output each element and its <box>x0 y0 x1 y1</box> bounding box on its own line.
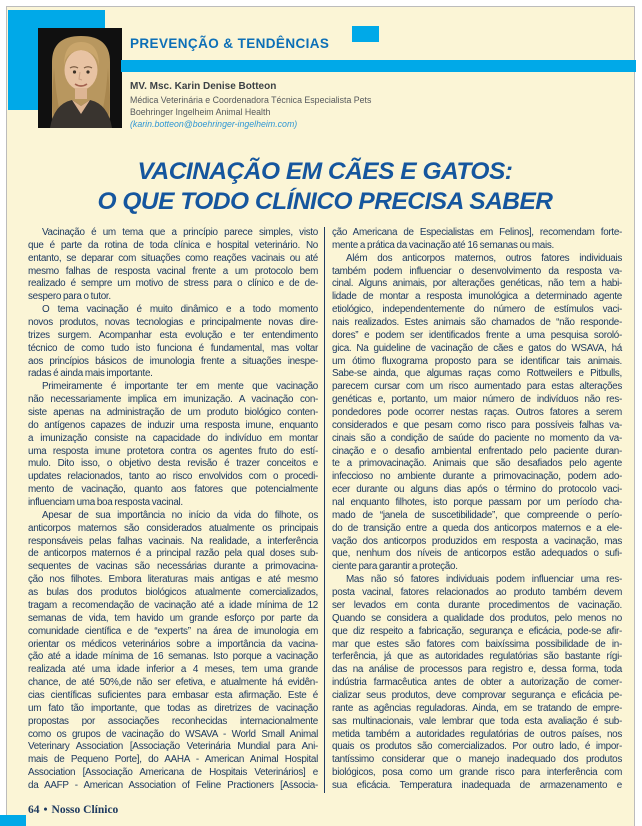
text-line: mento de vacinação, quanto aos fatores que potencialmente <box>28 484 318 496</box>
text-line: parecem cursar com um risco aumentado para estas alterações <box>332 381 622 393</box>
text-line: entanto, se deparar com situações como reações vacinais ou até <box>28 252 318 264</box>
section-title: PREVENÇÃO & TENDÊNCIAS <box>130 36 330 51</box>
text-line: rante as agências reguladoras. Ainda, em se tratando de empre- <box>332 702 622 714</box>
text-line: um fato tão importante, que todas as diretrizes de vacinação <box>28 702 318 714</box>
text-line: que diz respeito a fabricação, segurança e eficácia, pode-se afir- <box>332 625 622 637</box>
text-line: anticorpos maternos são considerados atualmente os principais <box>28 522 318 534</box>
text-line: também podem influenciar o desenvolvimento da resposta va- <box>332 265 622 277</box>
text-line: nais realizados. Estes animais são chamados de “não responde- <box>332 317 622 329</box>
text-line: Sabe-se ainda, que algumas raças como Rottweilers e Pitbulls, <box>332 368 622 380</box>
text-line: orientar os médicos veterinários sobre a importância da vacina- <box>28 638 318 650</box>
text-line: ciente para garantir a proteção. <box>332 561 458 573</box>
text-line: vação dos anticorpos produzidos em resposta a vacinação, mas <box>332 535 622 547</box>
text-line: técnico de como tudo isto funciona é fundamental, mas voltar <box>28 342 318 354</box>
author-photo <box>38 28 122 128</box>
text-line: Veterinary Association [Associação Veterinária Mundial para Ani- <box>28 741 318 753</box>
page-footer <box>28 804 118 816</box>
text-line: Apesar de sua importância no início da vida do filhote, os <box>42 509 318 521</box>
text-line: sas multinacionais, vale lembrar que toda esta avaliação é sub- <box>332 715 622 727</box>
text-line: updates relacionados, tanto ao risco envolvidos com o procedi- <box>28 471 318 483</box>
text-line: Association [Associação Americana de Hospitais Veterinários] e <box>28 767 318 779</box>
magazine-title: Nosso Clínico <box>51 804 119 816</box>
text-line: mar que estes são fatores com baixíssima possibilidade de in- <box>332 638 622 650</box>
text-line: dores” e podem ser identificados frente a uma pesquisa soroló- <box>332 329 622 341</box>
text-line: influenciam uma boa resposta vacinal. <box>28 497 183 509</box>
text-line: realizado é sempre um motivo de stress para o clínico e de de- <box>28 278 318 290</box>
text-line: uma resposta imune protetora contra os agentes fruto do estí- <box>28 445 318 457</box>
text-line: aos princípios básicos de imunologia frente a situações inespe- <box>28 355 318 367</box>
text-line: considerados e que pesam como risco para possíveis falhas va- <box>332 419 622 431</box>
text-line: gica. Na guideline de vacinação de cães e gatos do WSAVA, há <box>332 342 622 354</box>
text-line: mado de “janela de suscetibilidade”, que compreende o perío- <box>332 509 622 521</box>
text-line: nal enquanto filhotes, isto porque passam por um período cha- <box>332 497 622 509</box>
text-line: como os grupos de vacinação do WSAVA - World Small Animal <box>28 728 318 740</box>
text-line: siste apenas na administração de um produto biológico conten- <box>28 407 318 419</box>
text-line: mesmo falhas de resposta vacinal frente a um protocolo bem <box>28 265 318 277</box>
text-line: cinal. Alguns animais, por alterações genéticas, não tem a habi- <box>332 278 622 290</box>
paragraph <box>332 574 622 793</box>
article-title-line1: VACINAÇÃO EM CÃES E GATOS: <box>137 158 513 185</box>
article-column-right <box>324 227 622 793</box>
text-line: infeccioso no ambiente durante a primovacinação, podem ado- <box>332 471 622 483</box>
text-line: do antígenos capazes de induzir uma resposta imune, enquanto <box>28 419 318 431</box>
text-line: tragam a recomendação de vacinação até a idade mínima de 12 <box>28 599 318 611</box>
paragraph <box>28 304 318 381</box>
text-line: terferência, já que as autoridades regulatórias são bastante rígi- <box>332 651 622 663</box>
text-line: um ótimo fluxograma proposto para se identificar tais animais. <box>332 355 622 367</box>
text-line: cinais são a condição de saúde do paciente no momento da va- <box>332 432 622 444</box>
text-line: Quando se considera a qualidade dos produtos, pelo menos no <box>332 612 622 624</box>
text-line: Mas não só fatores individuais podem influenciar uma res- <box>346 574 622 586</box>
text-line: que, nenhum dos níveis de anticorpos estão adequados o sufi- <box>332 548 622 560</box>
text-line: pondedores pode ocorrer nestas raças. Outros fatores a serem <box>332 407 622 419</box>
article-title <box>28 157 622 216</box>
decorative-cyan-mark <box>352 26 379 42</box>
text-line: mente a prática da vacinação até 16 semanas ou mais. <box>332 239 554 251</box>
footer-separator: • <box>43 804 48 816</box>
author-block <box>130 82 371 129</box>
text-line: cializar seus produtos, deve comprovar segurança e eficácia pe- <box>332 689 622 701</box>
text-line: ser levados em conta durante procedimentos de vacinação. <box>332 599 622 611</box>
text-line: ecer durante ou alguns dias após o término do protocolo vaci- <box>332 484 622 496</box>
text-line: posta vacinal, fatores relacionados ao produto também devem <box>332 587 622 599</box>
text-line: cias científicas suficientes para embasar esta afirmação. Este é <box>28 689 318 701</box>
text-line: semanas de vida, tem havido um grande esforço por parte da <box>28 612 318 624</box>
text-line: trizes surgem. Acompanhar esta evolução e ter entendimento <box>28 329 318 341</box>
text-line: Vacinação é um tema que a princípio parece simples, visto <box>42 227 318 238</box>
text-line: mulo. Dito isso, o objetivo desta revisão é trazer conceitos e <box>28 458 318 470</box>
text-line: não necessariamente implica em imunização. A vacinação con- <box>28 394 318 406</box>
text-line: que é parte da rotina de toda clínica e hospital veterinário. No <box>28 239 318 251</box>
article-column-left <box>28 227 318 793</box>
paragraph <box>28 381 318 510</box>
author-role: Médica Veterinária e Coordenadora Técnica Especialista Pets <box>130 94 372 105</box>
author-portrait-illustration <box>38 28 122 128</box>
text-line: realizada até uma idade inferior a 4 meses, tem uma grande <box>28 664 318 676</box>
accent-square-bottom-left <box>0 815 26 826</box>
author-name: MV. Msc. Karin Denise Botteon <box>130 81 277 92</box>
text-line: das na análise de processos para registro e, dessa forma, toda <box>332 664 622 676</box>
text-line: biológicos, posa como um grande risco para interferência com <box>332 767 622 779</box>
text-line: novos produtos, novas tecnologias e principalmente novas dire- <box>28 317 318 329</box>
text-line: Além dos anticorpos maternos, outros fatores individuais <box>346 252 622 264</box>
text-line: sua eficácia. Temperatura inadequada de armazenamento e <box>332 779 622 791</box>
paragraph <box>332 227 622 253</box>
page-number: 64 <box>28 804 40 816</box>
text-line: do de transição entre a queda dos anticorpos maternos e a ele- <box>332 522 622 534</box>
author-email: (karin.botteon@boehringer-ingelheim.com) <box>130 118 298 129</box>
text-line: a imunização consiste na capacidade do indivíduo em montar <box>28 432 318 444</box>
paragraph <box>332 253 622 574</box>
text-line: radas é ainda mais importante. <box>28 368 153 380</box>
header-accent-bar <box>121 60 636 72</box>
text-line: ção Americana de Especialistas em Felinos], recomendam forte- <box>332 227 622 238</box>
text-line: quais os produtos são comercializados. Por outro lado, é impor- <box>332 741 622 753</box>
text-line: sespero para o tutor. <box>28 291 111 303</box>
text-line: te a primovacinação. Animais que são desafiados pelo agente <box>332 458 622 470</box>
text-line: Primeiramente é importante ter em mente que vacinação <box>42 381 318 393</box>
text-line: sequentes de vacinas são necessárias durante a primovacina- <box>28 561 318 573</box>
text-line: ção até a idade mínima de 16 semanas. Isto porque a vacinação <box>28 651 318 663</box>
author-company: Boehringer Ingelheim Animal Health <box>130 106 271 117</box>
text-line: responsáveis pelas falhas vacinais. Na realidade, a interferência <box>28 535 318 547</box>
text-line: metida também a autoridades regulatórias de outros países, nos <box>332 728 622 740</box>
paragraph <box>28 510 318 793</box>
text-line: ção nos filhotes. Embora literaturas mais antigas e até mesmo <box>28 574 318 586</box>
text-line: de anticorpos maternos é a principal razão pela qual doses sub- <box>28 548 318 560</box>
text-line: cinação e o desafio ambiental enfrentado pelo paciente duran- <box>332 445 622 457</box>
text-line: da AAFP - American Association of Feline Practioners [Associa- <box>28 779 318 791</box>
text-line: mais de Pequeno Porte], do AAHA - American Animal Hospital <box>28 754 318 766</box>
article-title-line2: O QUE TODO CLÍNICO PRECISA SABER <box>97 187 553 215</box>
paragraph <box>28 227 318 304</box>
text-line: indústria farmacêutica antes de obter a autorização de comer- <box>332 677 622 689</box>
text-line: genéticas e, portanto, um maior número de indivíduos não res- <box>332 394 622 406</box>
text-line: tantíssimo considerar que o manejo inadequado dos produtos <box>332 754 622 766</box>
text-line: as bulas dos produtos biológicos atualmente comercializados, <box>28 587 318 599</box>
text-line: etiológico, independentemente do número de estímulos vaci- <box>332 304 622 316</box>
text-line: lidade de montar a resposta imunológica a determinado agente <box>332 291 622 303</box>
article-body <box>28 227 622 793</box>
text-line: chance, de até 50%,de não ser efetiva, e atualmente há evidên- <box>28 677 318 689</box>
text-line: O tema vacinação é muito dinâmico e a todo momento <box>42 304 318 316</box>
text-line: comunidade científica e de “experts” na área de imunologia em <box>28 625 318 637</box>
text-line: propostas por associações reconhecidas internacionalmente <box>28 715 318 727</box>
